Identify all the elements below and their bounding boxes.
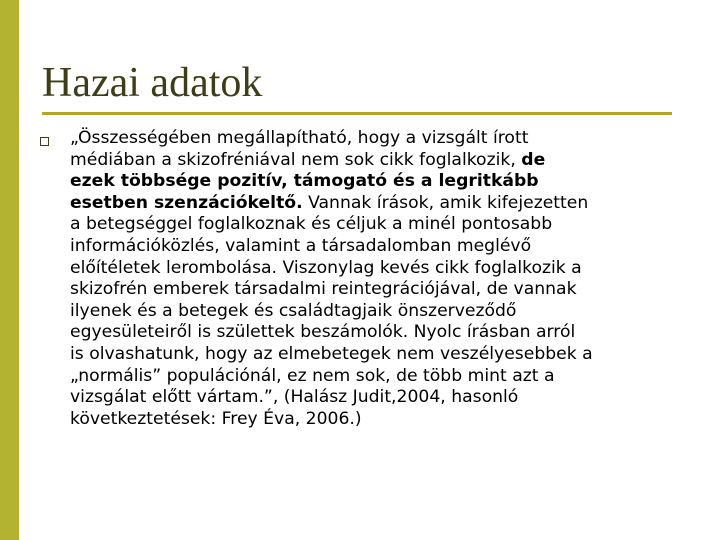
paragraph-line-2-bold: de (521, 149, 546, 170)
paragraph-line-5: a betegséggel foglalkoznak és céljuk a minél pontosabb (70, 214, 553, 235)
paragraph-line-14: következtetések: Frey Éva, 2006.) (70, 408, 362, 429)
paragraph-line-11: is olvashatunk, hogy az elmebetegek nem veszélyesebbek a (70, 343, 593, 364)
hollow-square-bullet-icon (40, 137, 49, 146)
paragraph-line-3: ezek többsége pozitív, támogató és a legritkább (70, 171, 539, 192)
quote-paragraph (70, 128, 682, 430)
paragraph-line-9: ilyenek és a betegek és családtagjaik önszerveződő (70, 300, 517, 321)
paragraph-line-13: vizsgálat előtt vártam.”, (Halász Judit,2004, hasonló (70, 387, 519, 408)
paragraph-line-2 (70, 150, 682, 172)
paragraph-line-4-bold: esetben szenzációkeltő. (70, 192, 303, 213)
slide-title: Hazai adatok (42, 60, 263, 106)
paragraph-line-4 (70, 193, 682, 215)
title-underline-rule (42, 112, 672, 115)
paragraph-line-2-regular: médiában a skizofréniával nem sok cikk foglalkozik, (70, 149, 522, 170)
paragraph-line-7: előítéletek lerombolása. Viszonylag kevés cikk foglalkozik a (70, 257, 582, 278)
paragraph-line-4-regular: Vannak írások, amik kifejezetten (302, 192, 589, 213)
paragraph-line-8: skizofrén emberek társadalmi reintegrációjával, de vannak (70, 279, 577, 300)
paragraph-line-10: egyesületeiről is születtek beszámolók. Nyolc írásban arról (70, 322, 576, 343)
paragraph-line-1: „Összességében megállapítható, hogy a vizsgált írott (70, 128, 529, 148)
side-accent-bar (0, 0, 19, 540)
paragraph-line-12: „normális” populációnál, ez nem sok, de több mint azt a (70, 365, 555, 386)
paragraph-line-6: információközlés, valamint a társadalomban meglévő (70, 235, 532, 256)
